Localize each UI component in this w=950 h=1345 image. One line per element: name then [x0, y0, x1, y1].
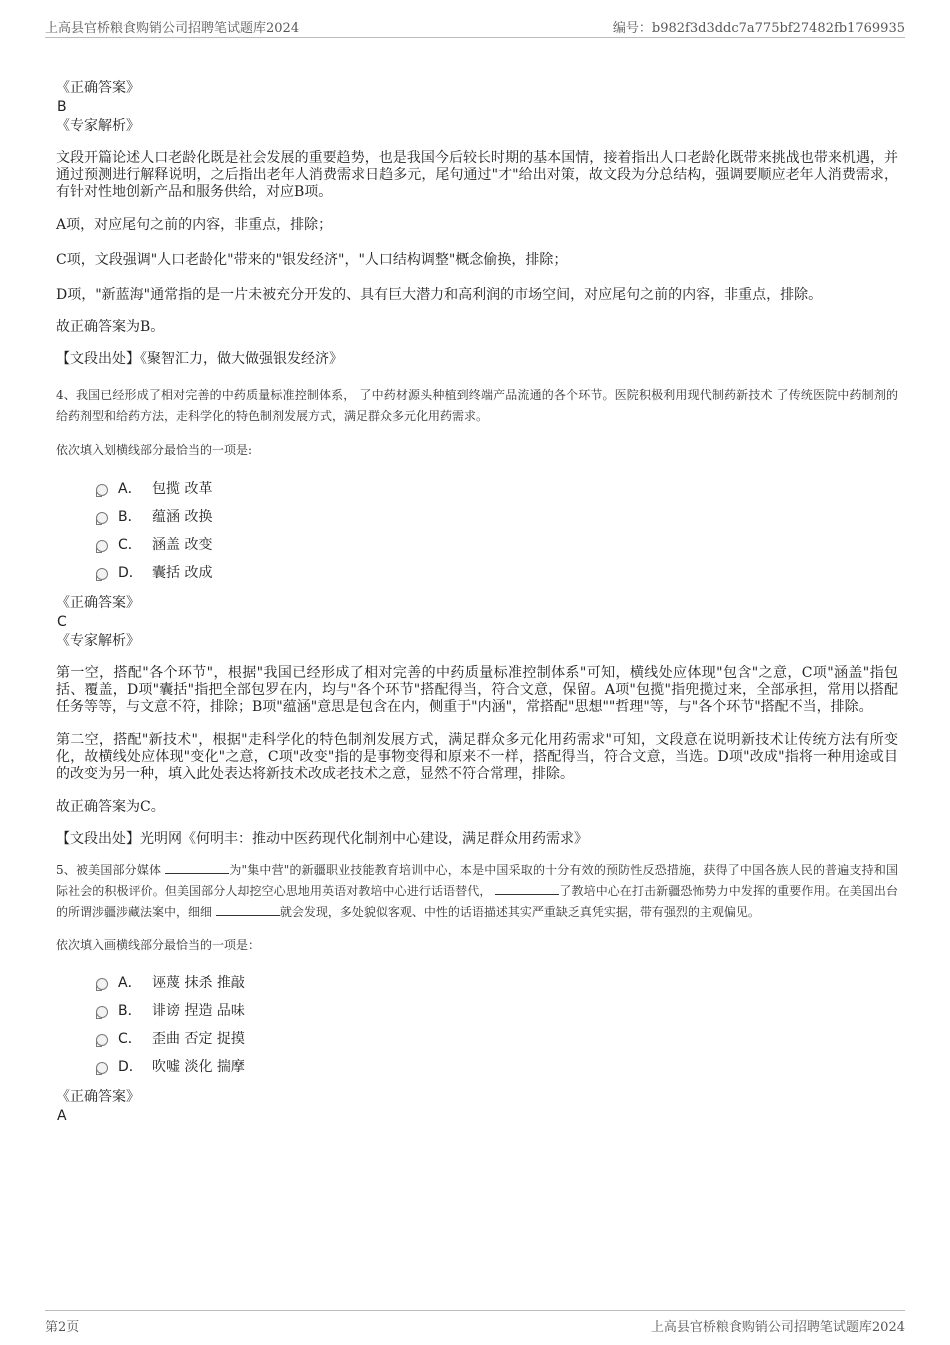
q4-option-d[interactable]: D． 囊括 改成	[96, 559, 898, 587]
q5-option-a[interactable]: A． 诬蔑 抹杀 推敲	[96, 969, 898, 997]
question-4-options	[96, 475, 898, 587]
q3-analysis-option-a: A项，对应尾句之前的内容，非重点，排除；	[56, 217, 333, 233]
q4-analysis-first-blank: 第一空，搭配"各个环节"，根据"我国已经形成了相对完善的中药质量标准控制体系"可知，横线处应体现"包含"之意，C项"涵盖"指包括、覆盖，D项"囊括"指把全部包罗在内，均与"各个环节"搭配得当，符合文意，保留。A项"包揽"指兜揽过来，全部承担，常用以搭配任务等等，与文意不符，排除；B项"蕴涵"意思是包含在内，侧重于"内涵"，常搭配"思想""哲理"等，与"各个环节"搭配不当，排除。	[56, 665, 898, 715]
radio-button-icon[interactable]	[96, 540, 108, 552]
header-title: 上高县官桥粮食购销公司招聘笔试题库2024	[45, 21, 300, 36]
document-body	[56, 78, 898, 1125]
expert-analysis-label: 《专家解析》	[56, 118, 140, 134]
expert-analysis-label: 《专家解析》	[56, 633, 140, 649]
q4-analysis-second-blank: 第二空，搭配"新技术"，根据"走科学化的特色制剂发展方式，满足群众多元化用药需求"可知，文段意在说明新技术让传统方法有所变化，故横线处应体现"变化"之意，C项"改变"指的是事物变得和原来不一样，搭配得当，符合文意，当选。D项"改成"指将一种用途或目的改变为另一种，填入此处表达将新技术改成老技术之意，显然不符合常理，排除。	[56, 732, 898, 782]
page-number: 第2页	[45, 1320, 80, 1335]
radio-button-icon[interactable]	[96, 484, 108, 496]
q3-source: 【文段出处】《聚智汇力，做大做强银发经济》	[56, 351, 343, 367]
q5-option-c[interactable]: C． 歪曲 否定 捉摸	[96, 1025, 898, 1053]
question-5-prompt: 依次填入画横线部分最恰当的一项是：	[56, 938, 261, 952]
q3-analysis-option-c: C项，文段强调"人口老龄化"带来的"银发经济"，"人口结构调整"概念偷换，排除；	[56, 252, 568, 268]
q5-option-b[interactable]: B． 诽谤 捏造 品味	[96, 997, 898, 1025]
q4-option-b[interactable]: B． 蕴涵 改换	[96, 503, 898, 531]
correct-answer-label: 《正确答案》	[56, 80, 140, 96]
radio-button-icon[interactable]	[96, 568, 108, 580]
question-4-prompt: 依次填入划横线部分最恰当的一项是:	[56, 443, 253, 457]
fill-blank-1	[165, 861, 229, 874]
radio-button-icon[interactable]	[96, 512, 108, 524]
q4-conclusion: 故正确答案为C。	[56, 799, 165, 815]
fill-blank-3	[216, 903, 280, 916]
page-header	[45, 15, 905, 38]
q5-option-d[interactable]: D． 吹嘘 淡化 揣摩	[96, 1053, 898, 1081]
question-5-options	[96, 969, 898, 1081]
q4-option-a[interactable]: A． 包揽 改革	[96, 475, 898, 503]
q3-analysis-option-d: D项，"新蓝海"通常指的是一片未被充分开发的、具有巨大潜力和高利润的市场空间，对应尾句之前的内容，非重点，排除。	[56, 287, 823, 303]
radio-button-icon[interactable]	[96, 978, 108, 990]
page-footer	[45, 1310, 905, 1337]
q3-conclusion: 故正确答案为B。	[56, 319, 165, 335]
fill-blank-2	[495, 882, 559, 895]
radio-button-icon[interactable]	[96, 1062, 108, 1074]
q4-source: 【文段出处】光明网《何明丰：推动中医药现代化制剂中心建设，满足群众用药需求》	[56, 831, 588, 847]
header-document-code: 编号：b982f3d3ddc7a775bf27482fb1769935	[612, 21, 905, 36]
question-4-text: 4、我国已经形成了相对完善的中药质量标准控制体系， 了中药材源头种植到终端产品流通的各个环节。医院积极利用现代制药新技术 了传统医院中药制剂的给药剂型和给药方法，走科学化的特色制剂发展方式，满足群众多元化用药需求。	[56, 388, 898, 423]
q3-answer: B	[57, 99, 67, 115]
correct-answer-label: 《正确答案》	[56, 595, 140, 611]
q4-answer: C	[57, 614, 67, 630]
q4-option-c[interactable]: C． 涵盖 改变	[96, 531, 898, 559]
radio-button-icon[interactable]	[96, 1006, 108, 1018]
footer-title: 上高县官桥粮食购销公司招聘笔试题库2024	[650, 1320, 905, 1335]
radio-button-icon[interactable]	[96, 1034, 108, 1046]
q3-analysis-paragraph: 文段开篇论述人口老龄化既是社会发展的重要趋势，也是我国今后较长时期的基本国情，接着指出人口老龄化既带来挑战也带来机遇，并通过预测进行解释说明，之后指出老年人消费需求日趋多元，尾句通过"才"给出对策，故文段为分总结构，强调要顺应老年人消费需求，有针对性地创新产品和服务供给，对应B项。	[56, 150, 898, 200]
q5-answer: A	[57, 1108, 67, 1124]
question-5-text: 5、被美国部分媒体 为"集中营"的新疆职业技能教育培训中心，本是中国采取的十分有效的预防性反恐措施，获得了中国各族人民的普遍支持和国际社会的积极评价。但美国部分人却挖空心思地用英语对教培中心进行话语替代， 了教培中心在打击新疆恐怖势力中发挥的重要作用。在美国出台的所谓涉疆涉藏法案中，细细 就会发现，多处貌似客观、中性的话语描述其实严重缺乏真凭实据，带有强烈的主观偏见。	[56, 863, 899, 919]
correct-answer-label: 《正确答案》	[56, 1089, 140, 1105]
